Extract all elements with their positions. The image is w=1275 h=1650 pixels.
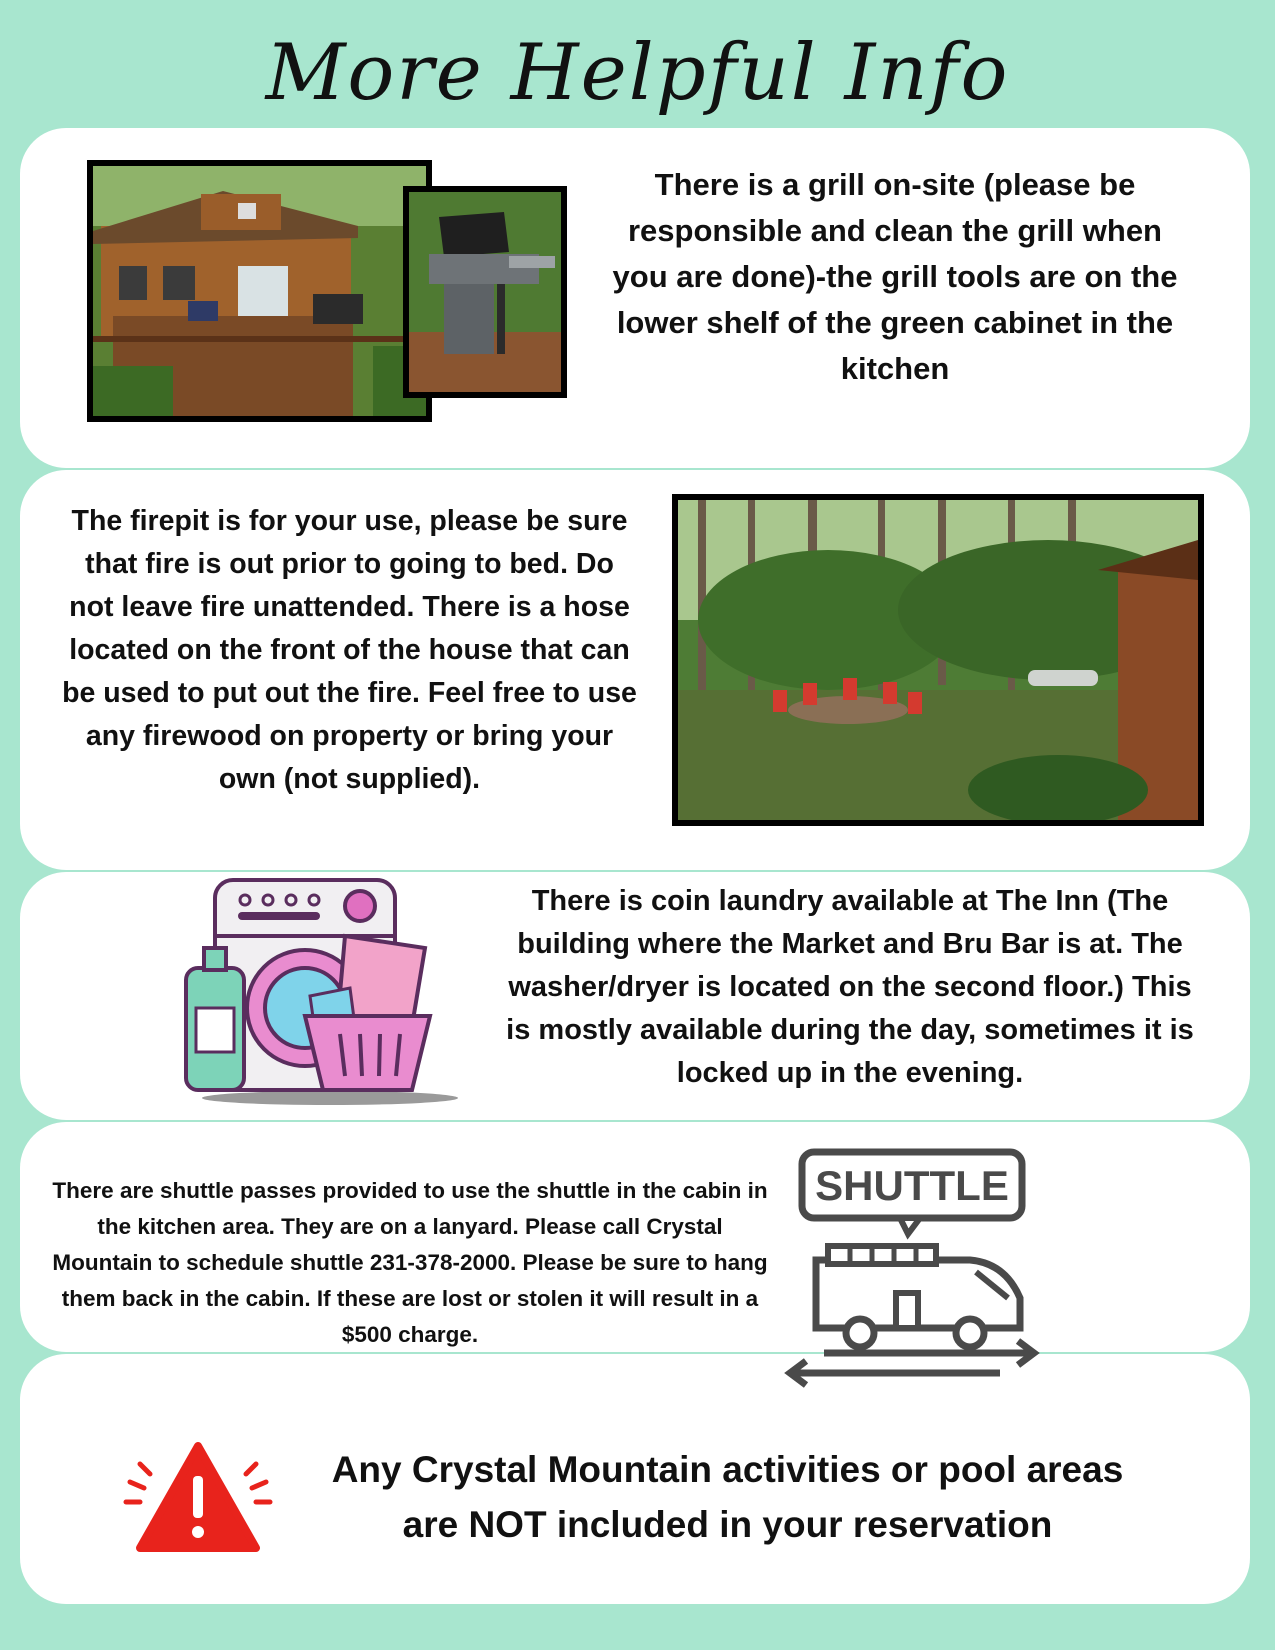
page-title: More Helpful Info	[265, 28, 1010, 118]
firepit-photo	[672, 494, 1204, 826]
cabin-deck-photo	[87, 160, 432, 422]
grill-photo	[403, 186, 567, 398]
warning-text: Any Crystal Mountain activities or pool areas are NOT included in your reservation	[331, 1449, 1124, 1545]
shuttle-info-text: There are shuttle passes provided to use the shuttle in the cabin in the kitchen area. They are on a lanyard. Please call Crystal Mountain to schedule shuttle 231-378-2000. Please be sure to hang them back in the cabin. If these are lost or stolen it will result in a $500 charge.	[52, 1178, 768, 1347]
warning-triangle-icon	[122, 1440, 274, 1558]
shuttle-label: SHUTTLE	[815, 1162, 1009, 1209]
laundry-info-text: There is coin laundry available at The Inn (The building where the Market and Bru Bar is at. The washer/dryer is located on the second floor.) This is mostly available during the day, sometimes it is locked up in the evening.	[506, 885, 1194, 1089]
shuttle-bus-icon	[780, 1148, 1050, 1388]
firepit-info-text: The firepit is for your use, please be sure that fire is out prior to going to bed. Do not leave fire unattended. There is a hose located on the front of the house that can be used to put out the fire. Feel free to use any firewood on property or bring your own (not supplied).	[62, 505, 637, 795]
laundry-icon	[180, 876, 460, 1106]
grill-info-text: There is a grill on-site (please be responsible and clean the grill when you are done)-the grill tools are on the lower shelf of the green cabinet in the kitchen	[612, 167, 1178, 386]
